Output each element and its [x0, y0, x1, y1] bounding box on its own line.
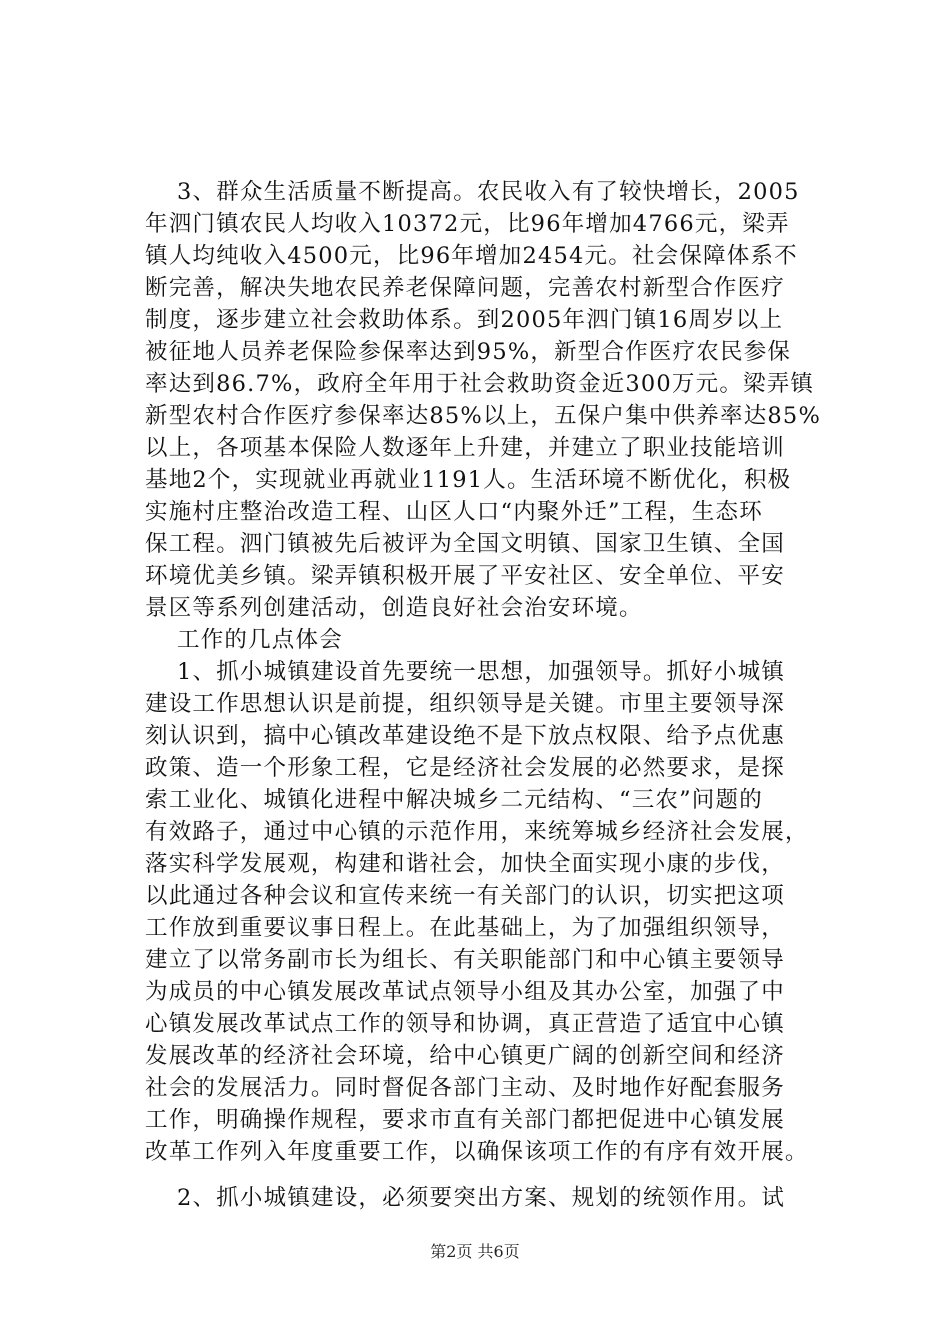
paragraph-line: 建设工作思想认识是前提，组织领导是关键。市里主要领导深	[145, 691, 785, 717]
paragraph-line: 年泗门镇农民人均收入10372元，比96年增加4766元，梁弄	[145, 211, 790, 237]
paragraph-line: 被征地人员养老保险参保率达到95%，新型合作医疗农民参保	[145, 339, 792, 365]
paragraph-line: 基地2个，实现就业再就业1191人。生活环境不断优化，积极	[145, 467, 792, 493]
paragraph-line: 为成员的中心镇发展改革试点领导小组及其办公室，加强了中	[145, 979, 785, 1005]
paragraph-line: 落实科学发展观，构建和谐社会，加快全面实现小康的步伐，	[145, 851, 785, 877]
paragraph-line: 保工程。泗门镇被先后被评为全国文明镇、国家卫生镇、全国	[145, 531, 785, 557]
paragraph-line: 以此通过各种会议和宣传来统一有关部门的认识，切实把这项	[145, 883, 785, 909]
paragraph-line: 3、群众生活质量不断提高。农民收入有了较快增长，2005	[177, 179, 800, 205]
paragraph-line: 刻认识到，搞中心镇改革建设绝不是下放点权限、给予点优惠	[145, 723, 785, 749]
paragraph-line: 景区等系列创建活动，创造良好社会治安环境。	[145, 595, 643, 621]
paragraph-line: 1、抓小城镇建设首先要统一思想，加强领导。抓好小城镇	[177, 659, 786, 685]
paragraph-line: 工作，明确操作规程，要求市直有关部门都把促进中心镇发展	[145, 1107, 785, 1133]
paragraph-line: 政策、造一个形象工程，它是经济社会发展的必然要求，是探	[145, 755, 785, 781]
paragraph-line: 有效路子，通过中心镇的示范作用，来统筹城乡经济社会发展，	[145, 819, 809, 845]
page-number-footer: 第2页 共6页	[430, 1242, 520, 1261]
paragraph-line: 实施村庄整治改造工程、山区人口“内聚外迁”工程，生态环	[145, 499, 763, 525]
paragraph-line: 心镇发展改革试点工作的领导和协调，真正营造了适宜中心镇	[145, 1011, 785, 1037]
paragraph-line: 建立了以常务副市长为组长、有关职能部门和中心镇主要领导	[145, 947, 785, 973]
paragraph-line: 环境优美乡镇。梁弄镇积极开展了平安社区、安全单位、平安	[145, 563, 785, 589]
paragraph-line: 社会的发展活力。同时督促各部门主动、及时地作好配套服务	[145, 1075, 785, 1101]
section-heading: 工作的几点体会	[177, 627, 343, 653]
paragraph-line: 断完善，解决失地农民养老保障问题，完善农村新型合作医疗	[145, 275, 785, 301]
paragraph-line: 率达到86.7%，政府全年用于社会救助资金近300万元。梁弄镇	[145, 371, 815, 397]
paragraph-line: 制度，逐步建立社会救助体系。到2005年泗门镇16周岁以上	[145, 307, 784, 333]
paragraph-line: 以上，各项基本保险人数逐年上升建，并建立了职业技能培训	[145, 435, 785, 461]
paragraph-line: 索工业化、城镇化进程中解决城乡二元结构、“三农”问题的	[145, 787, 763, 813]
paragraph-line: 改革工作列入年度重要工作，以确保该项工作的有序有效开展。	[145, 1139, 809, 1165]
paragraph-line: 2、抓小城镇建设，必须要突出方案、规划的统领作用。试	[177, 1185, 786, 1211]
paragraph-line: 镇人均纯收入4500元，比96年增加2454元。社会保障体系不	[145, 243, 798, 269]
paragraph-line: 发展改革的经济社会环境，给中心镇更广阔的创新空间和经济	[145, 1043, 785, 1069]
paragraph-line: 新型农村合作医疗参保率达85%以上，五保户集中供养率达85%	[145, 403, 822, 429]
paragraph-line: 工作放到重要议事日程上。在此基础上，为了加强组织领导，	[145, 915, 785, 941]
